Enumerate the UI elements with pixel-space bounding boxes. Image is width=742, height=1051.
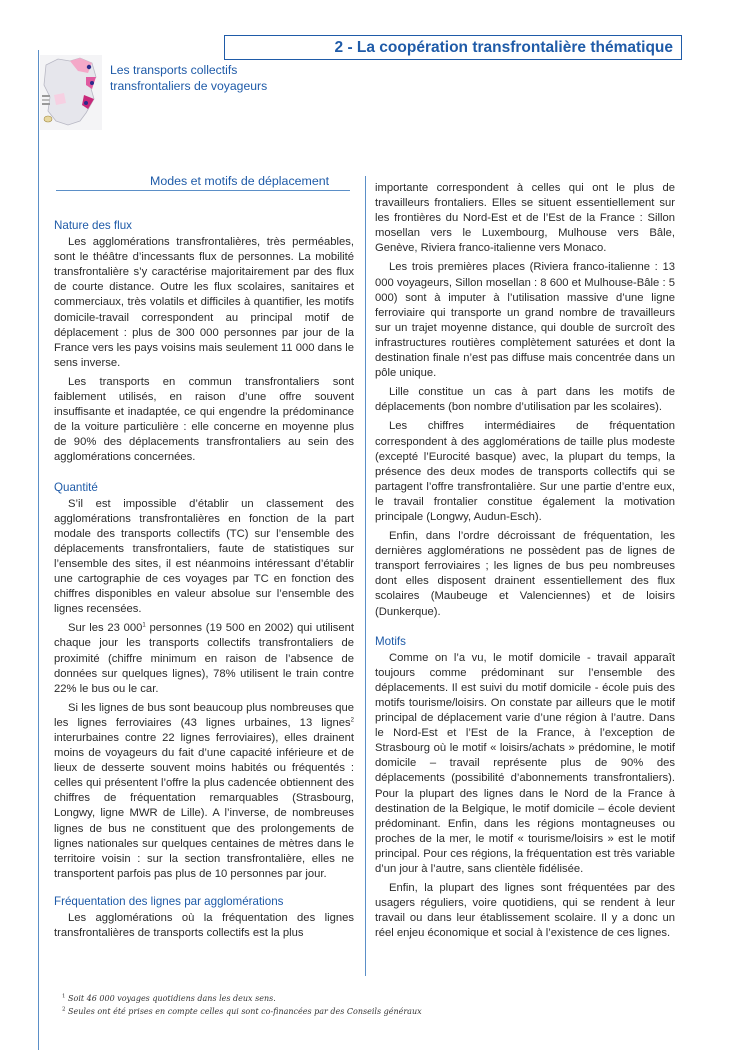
footnote-text: Seules ont été prises en compte celles qui sont co-financées par des Conseils généraux <box>68 1007 422 1016</box>
footnote-number: 2 <box>62 1006 66 1013</box>
section-title-line-1: Les transports collectifs <box>110 63 238 77</box>
margin-rule <box>38 50 39 1050</box>
map-thumbnail-icon <box>40 55 102 130</box>
footnote-ref: 1 <box>142 622 146 629</box>
paragraph-text: personnes (19 500 en 2002) qui utilisent chaque jour les transports collectifs transfrontaliers de proximité (chiffre minimum en raison de l’absence de données sur quelques lignes), 78% utilisent le train contre 22% le bus ou le car. <box>54 622 354 695</box>
paragraph-text: interurbaines contre 22 lignes ferroviaires), elles drainent moins de voyageurs du fait d’une capacité inférieure et de lieux de desserte souvent moins habités ou fréquentés : celles qui présentent l’offre la plus cadencée obtiennent des chiffres de fréquentation remarquables (Strasbourg, Longwy, ligne MWR de Lille). A l’inverse, de nombreuses lignes de bus ne constituent que des prolongements de lignes nationales sur quelques centaines de mètres dans le territoire voisin : sur la section transfrontalière, elles ne transportent parfois pas plus de 10 personnes par jour. <box>54 732 354 880</box>
paragraph: Enfin, la plupart des lignes sont fréquentées par des usagers réguliers, voire quotidiens, qui se rendent à leur travail ou dans leur établissement scolaire. Il y a donc un réel enjeu économique et social à l’existence de ces lignes. <box>375 882 675 940</box>
paragraph: Lille constitue un cas à part dans les motifs de déplacements (bon nombre d’utilisation par les scolaires). <box>375 386 675 414</box>
paragraph-text: Sur les 23 000 <box>68 622 143 635</box>
footnotes <box>62 992 682 1018</box>
footnote-2 <box>62 1005 682 1018</box>
chapter-title: 2 - La coopération transfrontalière thématique <box>334 38 673 56</box>
chapter-title-box <box>224 35 682 60</box>
paragraph: Les transports en commun transfrontaliers sont faiblement utilisés, en raison d’une offre souvent insuffisante et inadaptée, ce qui engendre la prédominance de la voiture particulière : elle concerne en moyenne plus de 90% des déplacements transfrontaliers au sein des agglomérations concernées. <box>54 375 354 464</box>
paragraph: S’il est impossible d’établir un classement des agglomérations transfrontalières en fonction de la part modale des transports collectifs (TC) sur l’ensemble des déplacements transfrontaliers, faute de statistiques sur l’ensemble des sites, il est néanmoins intéressant d’établir une cartographie de ces voyages par TC en fonction des chiffres disponibles en valeur absolue sur l’ensemble des lignes recensées. <box>54 497 354 616</box>
heading-rule <box>56 190 350 191</box>
left-column <box>54 218 354 945</box>
footnote-text: Soit 46 000 voyages quotidiens dans les deux sens. <box>68 994 276 1003</box>
paragraph: Comme on l’a vu, le motif domicile - travail apparaît toujours comme prédominant sur l’ensemble des déplacements. Il est suivi du motif domicile - école puis des motifs tourisme/loisirs. On constate par ailleurs que le motif principal de déplacement varie d’une région à l’autre. Dans le Nord-Est et l’Est de la France, à l’exception de Strasbourg où le motif « loisirs/achats » prédomine, le motif domicile – travail représente plus de 90% des déplacements (possibilité d’abonnements transfrontaliers). Pour la plupart des lignes dans le Nord de la France à destination de la Belgique, le motif domicile – école devient prédominant. Enfin, dans les régions montagneuses ou proches de la mer, le motif « tourisme/loisirs » est le motif principal. Pour ces régions, la fréquentation est très variable d’un jour à l’autre, sans clientèle fidélisée. <box>375 651 675 876</box>
section-title-line-2: transfrontaliers de voyageurs <box>110 79 268 93</box>
paragraph: importante correspondent à celles qui ont le plus de travailleurs frontaliers. Elles se situent essentiellement sur les frontières du Nord-Est et de l’Est de la France : Sillon mosellan vers le Luxembourg, Mulhouse vers Bâle, Genève, Riviera franco-italienne vers Monaco. <box>375 182 675 255</box>
paragraph <box>54 701 354 882</box>
subheading-quantite: Quantité <box>54 480 98 494</box>
subheading-motifs: Motifs <box>375 634 406 648</box>
right-column <box>375 181 675 946</box>
paragraph <box>54 621 354 696</box>
section-title <box>110 62 310 94</box>
paragraph: Les trois premières places (Riviera franco-italienne : 13 000 voyageurs, Sillon mosellan : 8 600 et Mulhouse-Bâle : 5 000) sont à imputer à l’utilisation massive d’une ligne ferroviaire qui transporte un grand nombre de travailleurs sur un trajet moyenne distance, qui double de surcroît des infrastructures routières complètement saturées et dont la destination finale n’est pas diffuse mais concentrée dans un pôle unique. <box>375 261 675 380</box>
subheading-frequentation: Fréquentation des lignes par agglomérations <box>54 894 284 908</box>
column-heading: Modes et motifs de déplacement <box>150 174 330 188</box>
paragraph: Les agglomérations transfrontalières, très perméables, sont le théâtre d’incessants flux de personnes. La mobilité transfrontalière s’y caractérise majoritairement par des flux de courte distance. Outre les flux scolaires, sanitaires et commerciaux, très volatils et difficiles à quantifier, les motifs domicile-travail correspondent au principal motif de déplacement : plus de 300 000 personnes par jour de la France vers les pays voisins mais seulement 11 000 dans le sens inverse. <box>54 236 354 369</box>
column-divider <box>365 176 366 976</box>
paragraph: Les agglomérations où la fréquentation des lignes transfrontalières de transports collectifs est la plus <box>54 912 354 940</box>
subheading-nature-des-flux: Nature des flux <box>54 219 132 232</box>
paragraph-text: Si les lignes de bus sont beaucoup plus nombreuses que les lignes ferroviaires (43 lignes urbaines, 13 lignes <box>54 701 354 729</box>
footnote-1 <box>62 992 682 1005</box>
footnote-ref: 2 <box>350 717 354 724</box>
footnote-number: 1 <box>62 993 66 1000</box>
paragraph: Les chiffres intermédiaires de fréquentation correspondent à des agglomérations de taille plus modeste (excepté l’Eurocité basque) avec, la plupart du temps, la présence des deux modes de transports collectifs qui se partagent l’offre transfrontalière. Sur une partie d’entre eux, le travail frontalier constitue également la motivation principale (Longwy, Audun-Esch). <box>375 420 675 523</box>
paragraph: Enfin, dans l’ordre décroissant de fréquentation, les dernières agglomérations ne possèdent pas de lignes de transport ferroviaires ; les lignes de bus peu nombreuses dont elles disposent drainent essentiellement des flux scolaires (Maubeuge et Valenciennes) et de loisirs (Dunkerque). <box>375 530 675 618</box>
